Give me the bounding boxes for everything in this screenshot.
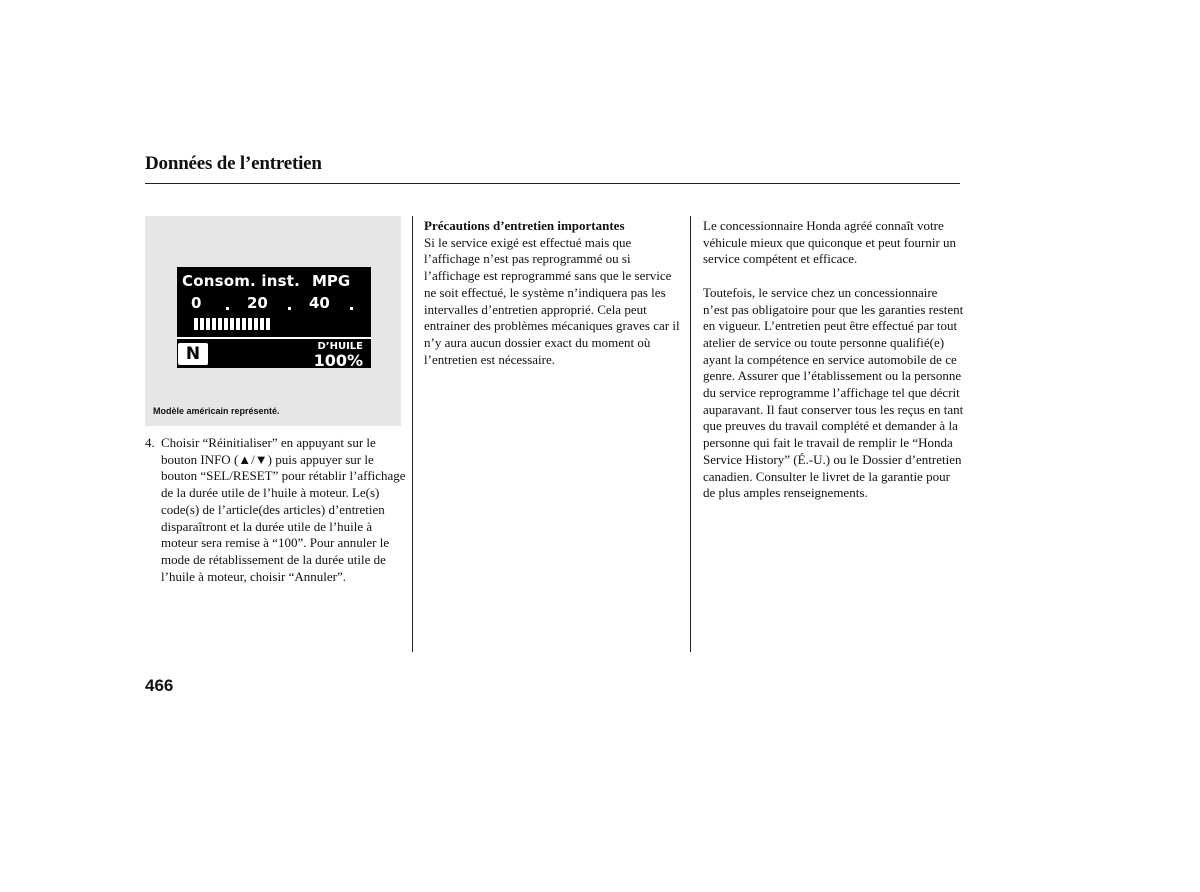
oil-life-value: 100% (313, 351, 363, 370)
bar-segment (236, 318, 240, 330)
column-divider (690, 216, 691, 652)
gear-indicator: N (178, 343, 208, 365)
display-unit: MPG (312, 272, 351, 290)
page-title: Données de l’entretien (145, 153, 322, 174)
display-figure (145, 216, 401, 426)
multi-info-display (177, 267, 371, 368)
dealer-section (703, 218, 965, 502)
bar-segment (206, 318, 210, 330)
column-divider (412, 216, 413, 652)
scale-tick-20: 20 (247, 294, 268, 312)
bar-segment (200, 318, 204, 330)
paragraph: Si le service exigé est effectué mais que l’affichage n’est pas reprogrammé ou si l’affichage est reprogrammé sans que le service ne soit effectué, le système n’indiquera pas les intervalles d’entretien approprié. Cela peut entrainer des problèmes mécaniques graves car il n’y aura aucun dossier exact du moment où l’entretien est nécessaire. (424, 234, 680, 367)
oil-life-label: D’HUILE (317, 341, 363, 352)
scale-tick-40: 40 (309, 294, 330, 312)
section-heading: Précautions d’entretien importantes (424, 218, 625, 233)
precautions-section (424, 218, 686, 368)
bar-segment (260, 318, 264, 330)
figure-caption: Modèle américain représenté. (153, 406, 280, 416)
page-number: 466 (145, 676, 174, 695)
bar-segment (248, 318, 252, 330)
bar-segment (194, 318, 198, 330)
bar-segment (242, 318, 246, 330)
scale-dot (226, 307, 229, 310)
bar-segment (212, 318, 216, 330)
display-divider (177, 337, 371, 339)
bar-segment (266, 318, 270, 330)
title-rule (145, 183, 960, 184)
paragraph: Le concessionnaire Honda agréé connaît votre véhicule mieux que quiconque et peut fournir un service compétent et efficace. (703, 218, 957, 267)
scale-dot (350, 307, 353, 310)
display-label: Consom. inst. (182, 272, 300, 290)
step-number: 4. (145, 435, 155, 450)
bar-segment (254, 318, 258, 330)
scale-dot (288, 307, 291, 310)
scale-tick-0: 0 (191, 294, 202, 312)
bar-segment (218, 318, 222, 330)
step-text: Choisir “Réinitialiser” en appuyant sur le bouton INFO (▲/▼) puis appuyer sur le bouton “SEL/RESET” pour rétablir l’affichage de la durée utile de l’huile à moteur. Le(s) code(s) de l’article(des articles) d’entretien disparaîtront et la durée utile de l’huile à moteur sera remise à “100”. Pour annuler le mode de rétablissement de la durée utile de l’huile à moteur, choisir “Annuler”. (161, 435, 406, 584)
bar-segment (224, 318, 228, 330)
bar-segment (230, 318, 234, 330)
paragraph: Toutefois, le service chez un concessionnaire n’est pas obligatoire pour que les garanties restent en vigueur. L’entretien peut être effectué par tout atelier de service ou toute personne qualifié(e) ayant la compétence en service automobile de ce genre. Assurer que l’établissement ou la personne du service reprogramme l’affichage tel que décrit auparavant. Il faut conserver tous les reçus en tant que preuves du travail complété et demander à la personne qui fait le travail de remplir le “Honda Service History” (É.-U.) ou le Dossier d’entretien canadien. Consulter le livret de la garantie pour de plus amples renseignements. (703, 284, 964, 501)
